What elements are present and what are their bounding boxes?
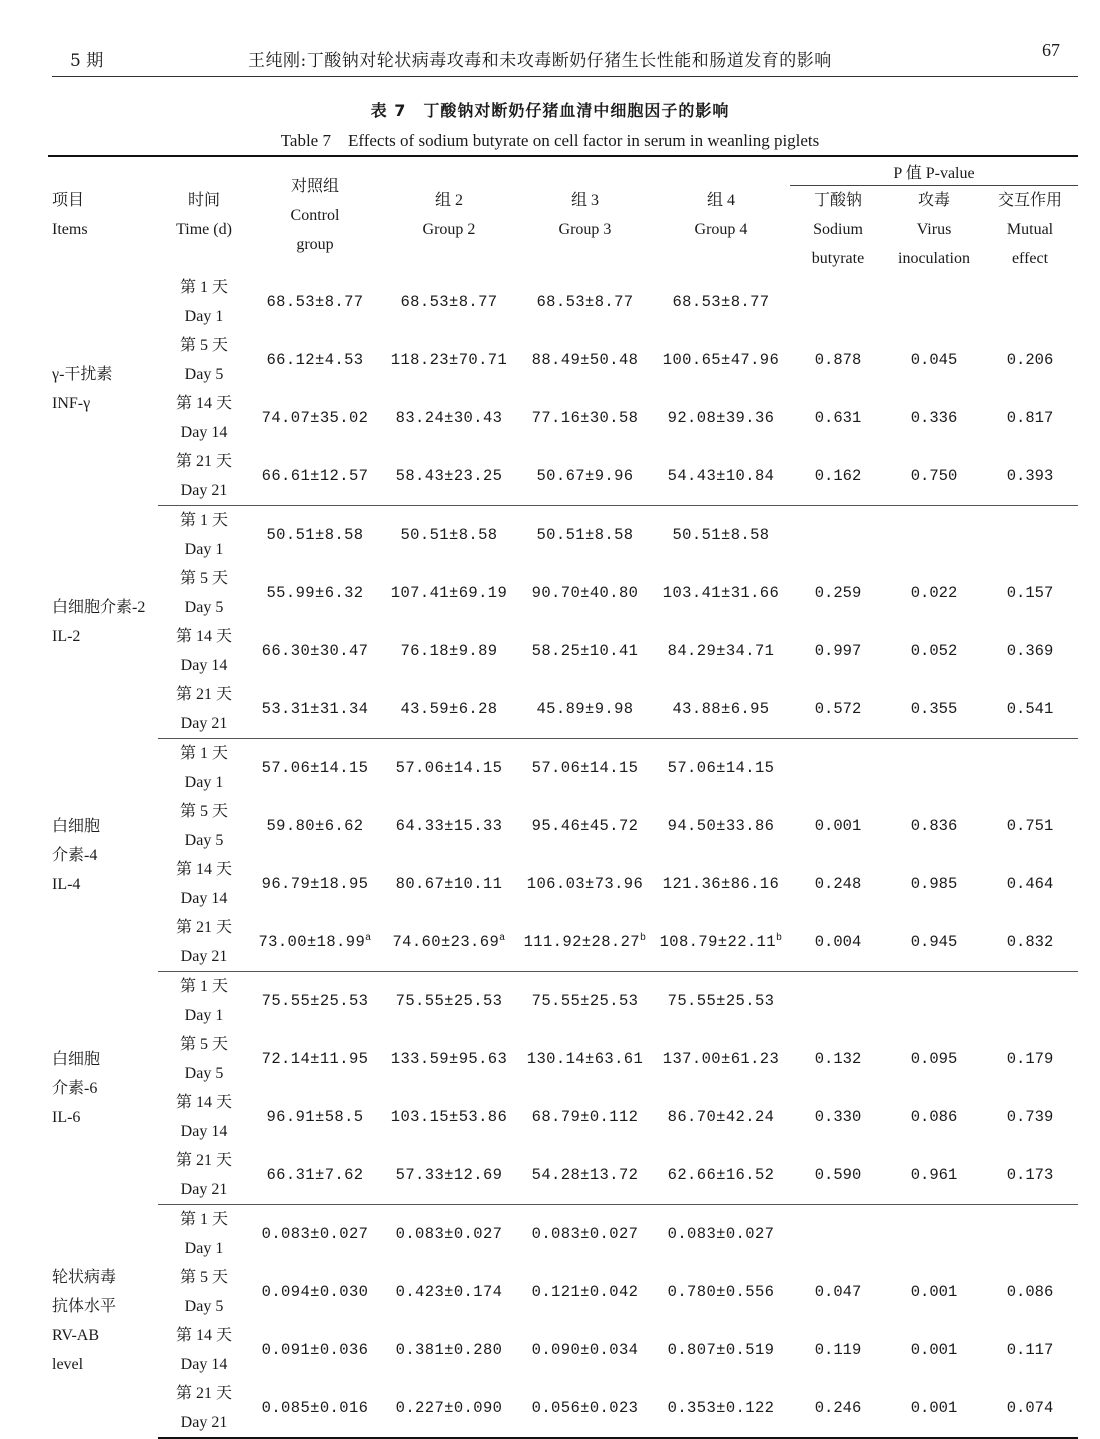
p-sodium-butyrate: 0.004	[790, 913, 886, 972]
table-row	[48, 1263, 1078, 1321]
p-mutual-effect: 0.464	[1006, 875, 1054, 893]
time-label: 第 5 天 Day 5	[179, 1036, 228, 1082]
table-row	[48, 1205, 1078, 1264]
group3-value: 58.25±10.41	[531, 642, 639, 660]
p-virus-inoculation: 0.945	[886, 913, 982, 972]
p-virus-inoculation: 0.001	[910, 1283, 958, 1301]
p-mutual-effect: 0.832	[982, 913, 1078, 972]
p-mutual-effect: 0.086	[1006, 1283, 1054, 1301]
table-header	[48, 156, 1078, 273]
control-value: 96.79±18.95	[261, 875, 369, 893]
p-sodium-butyrate: 0.878	[814, 351, 862, 369]
control-value: 55.99±6.32	[266, 584, 364, 602]
group2-value: 0.423±0.174	[395, 1283, 503, 1301]
group2-value: 43.59±6.28	[380, 680, 518, 739]
table-row	[48, 1146, 1078, 1205]
control-value: 66.30±30.47	[261, 642, 369, 660]
control-value: 0.083±0.027	[261, 1225, 369, 1243]
group2-value: 0.227±0.090	[380, 1379, 518, 1438]
group3-value: 106.03±73.96	[526, 875, 644, 893]
group4-value: 0.780±0.556	[667, 1283, 775, 1301]
p-virus-inoculation: 0.836	[910, 817, 958, 835]
header-items: 项目 Items	[48, 156, 158, 273]
header-group2: 组 2 Group 2	[380, 156, 518, 273]
p-sodium-butyrate: 0.132	[814, 1050, 862, 1068]
control-value: 0.091±0.036	[261, 1341, 369, 1359]
p-mutual-effect: 0.179	[1006, 1050, 1054, 1068]
p-sodium-butyrate: 0.590	[790, 1146, 886, 1205]
group2-value: 80.67±10.11	[395, 875, 503, 893]
p-virus-inoculation	[886, 739, 982, 798]
group2-value: 0.381±0.280	[395, 1341, 503, 1359]
header-time: 时间 Time (d)	[158, 156, 250, 273]
p-sodium-butyrate	[790, 506, 886, 565]
group4-value: 50.51±8.58	[672, 526, 770, 544]
control-value: 59.80±6.62	[266, 817, 364, 835]
table-row	[48, 622, 1078, 680]
table-caption-en: Table 7 Effects of sodium butyrate on cell factor in serum in weanling piglets	[280, 131, 820, 150]
group3-value: 0.083±0.027	[531, 1225, 639, 1243]
control-value: 0.094±0.030	[261, 1283, 369, 1301]
p-sodium-butyrate: 0.248	[814, 875, 862, 893]
table-body	[48, 273, 1078, 1438]
time-label: 第 21 天 Day 21	[158, 1146, 250, 1205]
group4-value: 57.06±14.15	[667, 759, 775, 777]
p-virus-inoculation	[886, 1205, 982, 1264]
group4-value: 121.36±86.16	[662, 875, 780, 893]
p-sodium-butyrate	[790, 972, 886, 1031]
group4-value: 68.53±8.77	[672, 293, 770, 311]
control-value: 50.51±8.58	[266, 526, 364, 544]
p-virus-inoculation: 0.001	[886, 1379, 982, 1438]
p-sodium-butyrate	[790, 273, 886, 331]
time-label: 第 14 天 Day 14	[175, 1094, 232, 1140]
item-label: 白细胞 介素-4 IL-4	[52, 817, 101, 893]
p-virus-inoculation: 0.022	[910, 584, 958, 602]
control-value: 68.53±8.77	[266, 293, 364, 311]
group4-value: 0.083±0.027	[667, 1225, 775, 1243]
header-mutual-effect: 交互作用 Mutual effect	[997, 192, 1062, 267]
table-row	[48, 680, 1078, 739]
group4-value: 84.29±34.71	[667, 642, 775, 660]
p-virus-inoculation: 0.045	[910, 351, 958, 369]
group2-value: 118.23±70.71	[390, 351, 508, 369]
table-row	[48, 331, 1078, 389]
header-group3: 组 3 Group 3	[518, 156, 652, 273]
p-sodium-butyrate: 0.330	[814, 1108, 862, 1126]
group2-value: 64.33±15.33	[395, 817, 503, 835]
control-value: 73.00±18.99$^a$	[250, 913, 380, 972]
table-caption-cn: 表 7 丁酸钠对断奶仔猪血清中细胞因子的影响	[370, 101, 730, 120]
control-value: 74.07±35.02	[261, 409, 369, 427]
group3-value: 68.53±8.77	[536, 293, 634, 311]
time-label: 第 5 天 Day 5	[179, 803, 228, 849]
time-label: 第 1 天 Day 1	[179, 279, 228, 325]
time-label: 第 5 天 Day 5	[179, 337, 228, 383]
p-mutual-effect: 0.173	[982, 1146, 1078, 1205]
p-virus-inoculation: 0.095	[910, 1050, 958, 1068]
item-label: 白细胞介素-2 IL-2	[52, 599, 146, 645]
time-label: 第 14 天 Day 14	[175, 628, 232, 674]
p-sodium-butyrate: 0.119	[814, 1341, 862, 1359]
table-row	[48, 1030, 1078, 1088]
group4-value: 86.70±42.24	[667, 1108, 775, 1126]
header-group4: 组 4 Group 4	[652, 156, 790, 273]
cytokine-table	[48, 155, 1078, 1439]
group4-value: 94.50±33.86	[667, 817, 775, 835]
group4-value: 92.08±39.36	[667, 409, 775, 427]
table-row	[48, 506, 1078, 565]
p-virus-inoculation: 0.985	[910, 875, 958, 893]
group3-value: 68.79±0.112	[531, 1108, 639, 1126]
group4-value: 137.00±61.23	[662, 1050, 780, 1068]
group4-value: 103.41±31.66	[662, 584, 780, 602]
group3-value: 0.090±0.034	[531, 1341, 639, 1359]
control-value: 66.12±4.53	[266, 351, 364, 369]
header-control: 对照组 Control group	[250, 156, 380, 273]
group4-value: 43.88±6.95	[652, 680, 790, 739]
time-label: 第 1 天 Day 1	[179, 745, 228, 791]
group2-value: 133.59±95.63	[390, 1050, 508, 1068]
control-value: 66.61±12.57	[250, 447, 380, 506]
p-virus-inoculation	[886, 273, 982, 331]
p-mutual-effect: 0.393	[982, 447, 1078, 506]
item-label: 轮状病毒 抗体水平 RV-AB level	[52, 1269, 117, 1374]
item-label: 白细胞 介素-6 IL-6	[52, 1050, 101, 1126]
table-row	[48, 1379, 1078, 1438]
group2-value: 57.33±12.69	[380, 1146, 518, 1205]
control-value: 0.085±0.016	[250, 1379, 380, 1438]
control-value: 72.14±11.95	[261, 1050, 369, 1068]
p-sodium-butyrate: 0.047	[814, 1283, 862, 1301]
p-virus-inoculation: 0.086	[910, 1108, 958, 1126]
p-sodium-butyrate: 0.259	[814, 584, 862, 602]
p-mutual-effect: 0.369	[1006, 642, 1054, 660]
group3-value: 88.49±50.48	[531, 351, 639, 369]
group4-value: 0.353±0.122	[652, 1379, 790, 1438]
time-label: 第 21 天 Day 21	[158, 680, 250, 739]
time-label: 第 14 天 Day 14	[175, 861, 232, 907]
time-label: 第 21 天 Day 21	[158, 447, 250, 506]
p-mutual-effect: 0.074	[982, 1379, 1078, 1438]
p-virus-inoculation: 0.001	[910, 1341, 958, 1359]
p-virus-inoculation: 0.750	[886, 447, 982, 506]
group3-value: 57.06±14.15	[531, 759, 639, 777]
group3-value: 130.14±63.61	[526, 1050, 644, 1068]
group2-value: 0.083±0.027	[395, 1225, 503, 1243]
group4-value: 100.65±47.96	[662, 351, 780, 369]
table-row	[48, 739, 1078, 798]
table-row	[48, 913, 1078, 972]
p-sodium-butyrate: 0.246	[790, 1379, 886, 1438]
time-label: 第 1 天 Day 1	[179, 512, 228, 558]
p-mutual-effect: 0.739	[1006, 1108, 1054, 1126]
running-head	[52, 38, 1078, 77]
control-value: 66.31±7.62	[250, 1146, 380, 1205]
p-mutual-effect: 0.541	[982, 680, 1078, 739]
time-label: 第 5 天 Day 5	[179, 570, 228, 616]
group3-value: 54.28±13.72	[518, 1146, 652, 1205]
p-mutual-effect	[982, 506, 1078, 565]
p-sodium-butyrate: 0.162	[790, 447, 886, 506]
group2-value: 57.06±14.15	[395, 759, 503, 777]
p-mutual-effect: 0.157	[1006, 584, 1054, 602]
group3-value: 75.55±25.53	[531, 992, 639, 1010]
p-sodium-butyrate: 0.997	[814, 642, 862, 660]
group3-value: 45.89±9.98	[518, 680, 652, 739]
p-mutual-effect	[982, 972, 1078, 1031]
group4-value: 0.807±0.519	[667, 1341, 775, 1359]
header-virus-inoculation: 攻毒 Virus inoculation	[898, 192, 970, 267]
group3-value: 50.51±8.58	[536, 526, 634, 544]
p-virus-inoculation: 0.961	[886, 1146, 982, 1205]
table-row	[48, 1321, 1078, 1379]
group2-value: 58.43±23.25	[380, 447, 518, 506]
p-sodium-butyrate	[790, 739, 886, 798]
p-mutual-effect	[982, 1205, 1078, 1264]
control-value: 57.06±14.15	[261, 759, 369, 777]
control-value: 53.31±31.34	[250, 680, 380, 739]
table-row	[48, 447, 1078, 506]
group4-value: 108.79±22.11$^b$	[652, 913, 790, 972]
group4-value: 54.43±10.84	[652, 447, 790, 506]
table-row	[48, 972, 1078, 1031]
table-row	[48, 564, 1078, 622]
p-sodium-butyrate: 0.001	[814, 817, 862, 835]
table-row	[48, 1088, 1078, 1146]
p-sodium-butyrate: 0.572	[790, 680, 886, 739]
group2-value: 74.60±23.69$^a$	[380, 913, 518, 972]
group3-value: 111.92±28.27$^b$	[518, 913, 652, 972]
p-virus-inoculation: 0.052	[910, 642, 958, 660]
p-mutual-effect	[982, 273, 1078, 331]
p-mutual-effect: 0.206	[1006, 351, 1054, 369]
control-value: 96.91±58.5	[266, 1108, 364, 1126]
table-row	[48, 273, 1078, 331]
group2-value: 103.15±53.86	[390, 1108, 508, 1126]
item-label: γ-干扰素 INF-γ	[52, 366, 113, 413]
time-label: 第 21 天 Day 21	[158, 1379, 250, 1438]
p-mutual-effect: 0.117	[1006, 1341, 1054, 1359]
time-label: 第 5 天 Day 5	[179, 1269, 228, 1315]
issue-number: 5 期	[70, 51, 104, 71]
table-row	[48, 389, 1078, 447]
group3-value: 50.67±9.96	[518, 447, 652, 506]
p-sodium-butyrate: 0.631	[814, 409, 862, 427]
group3-value: 77.16±30.58	[531, 409, 639, 427]
group3-value: 0.121±0.042	[531, 1283, 639, 1301]
p-mutual-effect: 0.751	[1006, 817, 1054, 835]
group3-value: 0.056±0.023	[518, 1379, 652, 1438]
time-label: 第 14 天 Day 14	[175, 395, 232, 441]
group2-value: 76.18±9.89	[400, 642, 498, 660]
group2-value: 50.51±8.58	[400, 526, 498, 544]
group2-value: 107.41±69.19	[390, 584, 508, 602]
header-sodium-butyrate: 丁酸钠 Sodium butyrate	[811, 192, 865, 267]
group3-value: 95.46±45.72	[531, 817, 639, 835]
group3-value: 90.70±40.80	[531, 584, 639, 602]
table-row	[48, 855, 1078, 913]
time-label: 第 1 天 Day 1	[179, 1211, 228, 1257]
control-value: 75.55±25.53	[261, 992, 369, 1010]
table-row	[48, 797, 1078, 855]
header-pvalue: P 值 P-value	[790, 156, 1078, 186]
time-label: 第 14 天 Day 14	[175, 1327, 232, 1373]
time-label: 第 1 天 Day 1	[179, 978, 228, 1024]
page-number: 67	[1042, 40, 1060, 60]
p-mutual-effect	[982, 739, 1078, 798]
group2-value: 83.24±30.43	[395, 409, 503, 427]
group2-value: 75.55±25.53	[395, 992, 503, 1010]
group4-value: 75.55±25.53	[667, 992, 775, 1010]
group4-value: 62.66±16.52	[652, 1146, 790, 1205]
group2-value: 68.53±8.77	[400, 293, 498, 311]
p-virus-inoculation	[886, 972, 982, 1031]
p-sodium-butyrate	[790, 1205, 886, 1264]
p-virus-inoculation: 0.355	[886, 680, 982, 739]
p-virus-inoculation: 0.336	[910, 409, 958, 427]
running-title: 王纯刚:丁酸钠对轮状病毒攻毒和未攻毒断奶仔猪生长性能和肠道发育的影响	[248, 51, 832, 71]
time-label: 第 21 天 Day 21	[158, 913, 250, 972]
p-mutual-effect: 0.817	[1006, 409, 1054, 427]
p-virus-inoculation	[886, 506, 982, 565]
